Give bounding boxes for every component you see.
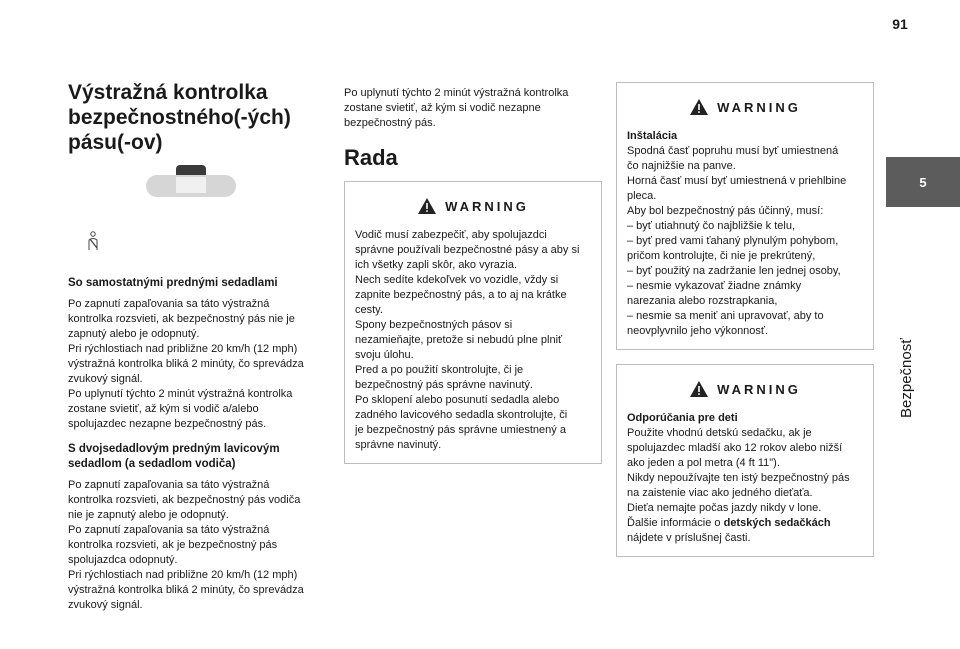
warning-title: WARNING (717, 381, 801, 397)
chapter-label-text: Bezpečnosť (898, 338, 915, 418)
paragraph-bench-seat: Po zapnutí zapaľovania sa táto výstražná kontrolka rozsvieti, ak bezpečnostný pás vodiča nie je zapnutý alebo je odopnutý. Po zapnutí zapaľovania sa táto výstražná kontrolka rozsvieti, ak je bezpečnostný pás spolujazdca odopnutý. Pri rýchlostiach nad približne 20 km/h (12 mph) výstražná kontrolka bliká 2 minúty, čo sprevádza zvukový signál. (68, 479, 304, 611)
warning-box (344, 181, 602, 464)
title-line: Výstražná kontrolka (68, 81, 268, 104)
column-1 (68, 80, 330, 613)
warning-text: Vodič musí zabezpečiť, aby spolujazdci správne používali bezpečnostné pásy a aby si ich všetky zapli skôr, ako vyrazia. Nech sedíte kdekoľvek vo vozidle, vždy si zapnite bezpečnostný pás, a to aj na krátke cesty. Spony bezpečnostných pásov si nezamieňajte, pretože si nebudú plne plniť svoju úlohu. Pred a po použití skontrolujte, či je bezpečnostný pás správne navinutý. Po sklopení alebo posunutí sedadla alebo zadného lavicového sedadla skontrolujte, či je bezpečnostný pás správne umiestnený a správne navinutý. (355, 229, 580, 451)
subheading-single-seats: So samostatnými prednými sedadlami (68, 277, 278, 289)
title-line: bezpečnostného(-ých) (68, 106, 291, 129)
warning-title: WARNING (445, 198, 529, 214)
chapter-label (888, 300, 928, 420)
dashboard-illustration (146, 165, 236, 205)
column-2 (344, 86, 602, 478)
page-number: 91 (892, 16, 908, 32)
warning-text: Odporúčania pre deti Použite vhodnú detskú sedačku, ak je spolujazdec mladší ako 12 rokov alebo nižší ako jeden a pol metra (4 ft 11"). Nikdy nepoužívajte ten istý bezpečnostný pás na zaistenie viac ako jedného dieťaťa. Dieťa nemajte počas jazdy nikdy v lone. Ďalšie informácie o detských sedačkách nájdete v príslušnej časti. (627, 412, 850, 544)
advice-heading: Rada (344, 145, 398, 170)
seatbelt-icon (84, 231, 102, 251)
chapter-tab[interactable]: 5 (886, 157, 960, 207)
section-title (68, 80, 330, 155)
intro-paragraph: Po uplynutí týchto 2 minút výstražná kontrolka zostane svietiť, až kým si vodič nezapne bezpečnostný pás. (344, 87, 569, 129)
warning-box-installation (616, 82, 874, 350)
warning-icon (689, 98, 709, 116)
paragraph-single-seats: Po zapnutí zapaľovania sa táto výstražná kontrolka rozsvieti, ak bezpečnostný pás nie je zapnutý alebo je odopnutý. Pri rýchlostiach nad približne 20 km/h (12 mph) výstražná kontrolka bliká 2 minúty, čo sprevádza zvukový signál. Po uplynutí týchto 2 minút výstražná kontrolka zostane svietiť, až kým si vodič a/alebo spolujazdec nezapne bezpečnostný pás. (68, 298, 304, 430)
child-seats-link[interactable]: detských sedačkách (723, 517, 831, 529)
warning-text: Inštalácia Spodná časť popruhu musí byť umiestnená čo najnižšie na panve. Horná časť musí byť umiestnená v priehlbine pleca. Aby bol bezpečnostný pás účinný, musí: – byť utiahnutý čo najbližšie k telu, – byť pred vami ťahaný plynulým pohybom, pričom kontrolujte, či nie je prekrútený, – byť použitý na zadržanie len jednej osoby, – nesmie vykazovať žiadne známky narezania alebo rozstrapkania, – nesmie sa meniť ani upravovať, aby to neovplyvnilo jeho výkonnosť. (627, 130, 847, 337)
title-line: pásu(-ov) (68, 131, 163, 154)
warning-title: WARNING (717, 99, 801, 115)
column-3 (616, 82, 874, 571)
warning-icon (689, 380, 709, 398)
warning-box-children (616, 364, 874, 557)
warning-icon (417, 197, 437, 215)
subheading-bench-seat: S dvojsedadlovým predným lavicovým sedadlom (a sedadlom vodiča) (68, 443, 280, 470)
